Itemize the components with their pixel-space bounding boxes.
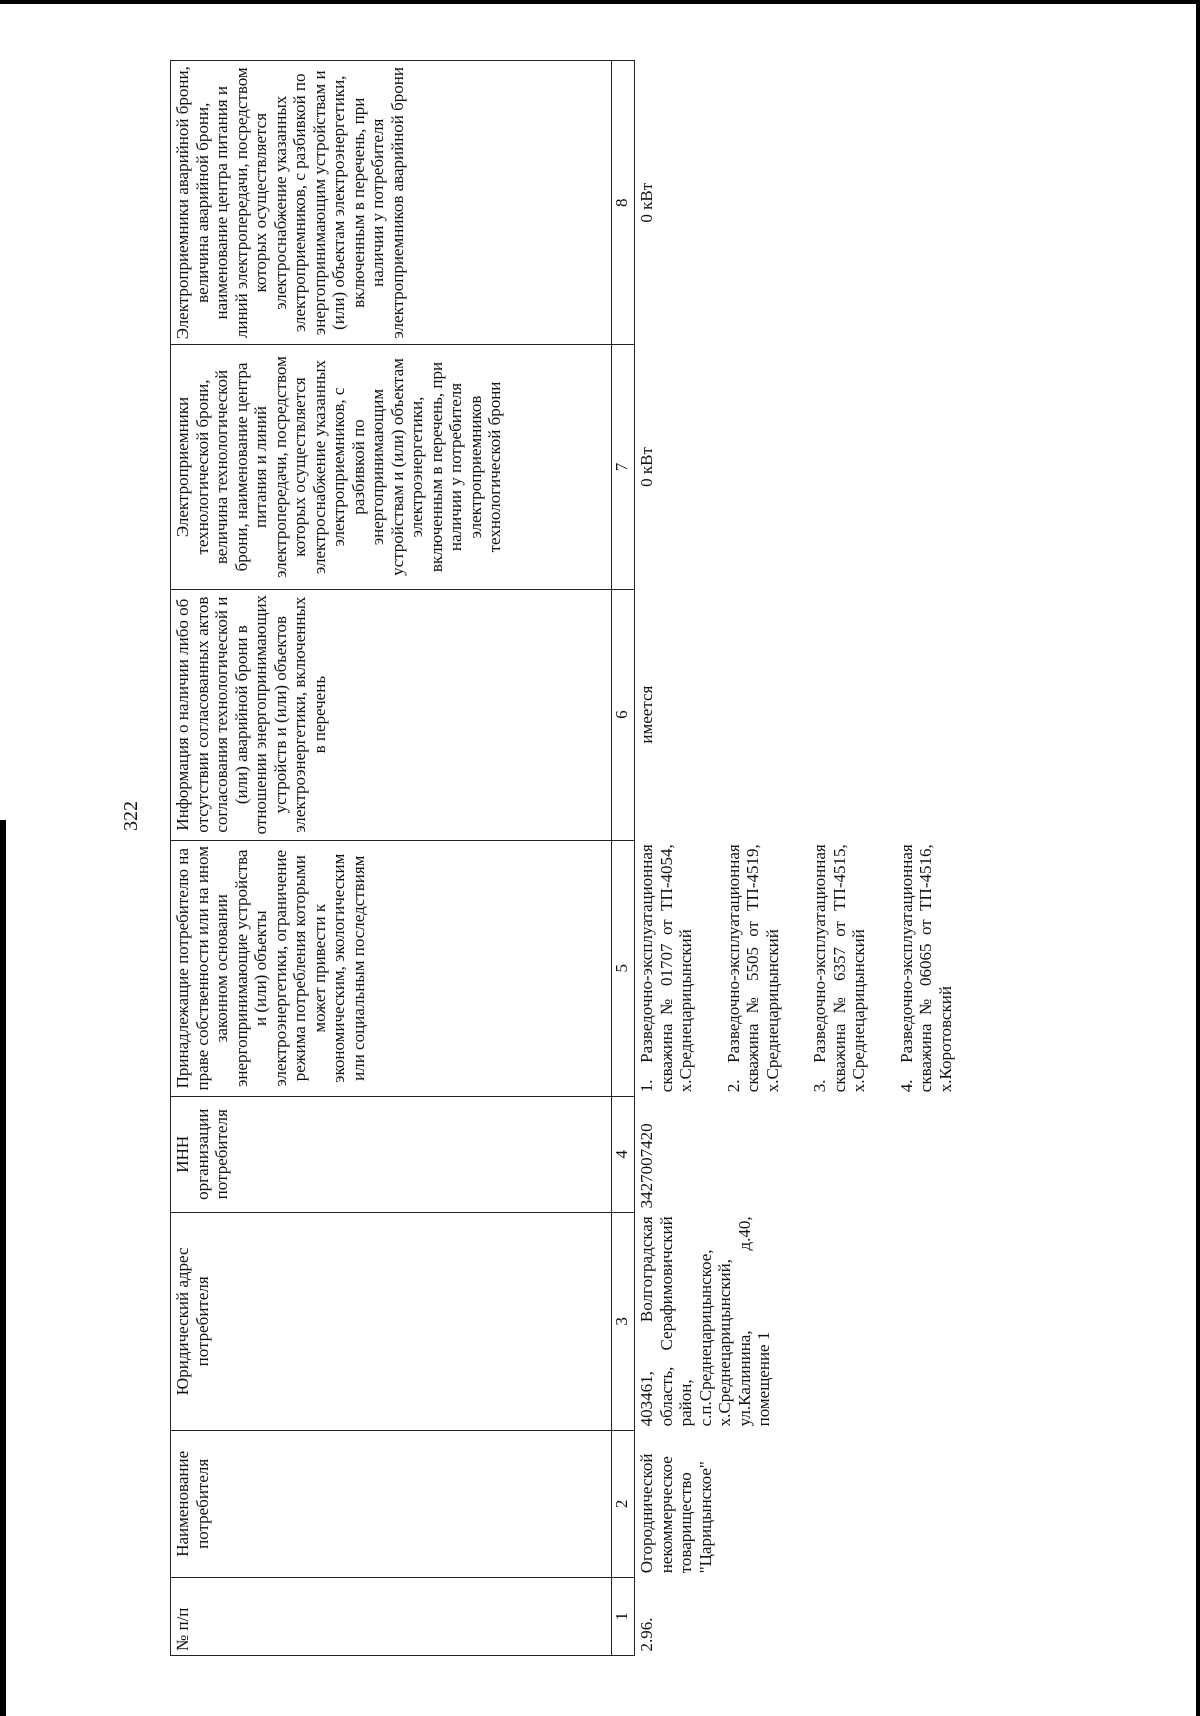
column-number: 2 <box>612 1430 635 1577</box>
row-number: 2.96. <box>637 1617 656 1652</box>
scan-edge-right <box>1196 0 1200 1716</box>
scan-edge-top <box>0 0 1200 4</box>
object-item: 2. Разведочно-эксплуатационная скважина № 5505 от ТП-4519, х.Среднецарицынский <box>723 844 782 1093</box>
column-number-row <box>612 61 635 1656</box>
scan-edge-left <box>0 820 6 1716</box>
column-number: 3 <box>612 1212 635 1430</box>
consumer-table <box>170 60 985 1656</box>
header-emergency-reserve: Электроприемники аварийной брони, величина аварийной брони, наименование центра питания и линий электропередачи, посредством которых осуществляется электроснабжение указанных электроприемников, с разбивкой по энергопринимающим устройствам и (или) объектам электроэнергетики, включенным в перечень, при наличии у потребителя электроприемников аварийной брони <box>171 61 612 345</box>
consumer-name: Огороднической некоммерческое товарищество "Царицынское" <box>637 1453 715 1574</box>
rotated-page-content <box>120 60 1110 1656</box>
consumer-inn: 3427007420 <box>637 1123 656 1209</box>
page-number: 322 <box>120 801 142 831</box>
table-row <box>635 61 986 1656</box>
column-number: 1 <box>612 1577 635 1655</box>
emergency-reserve-value: 0 кВт <box>637 182 656 223</box>
column-number: 4 <box>612 1096 635 1212</box>
object-item: 3. Разведочно-эксплуатационная скважина № 6357 от ТП-4515, х.Среднецарицынский <box>810 844 868 1093</box>
consumer-address: 403461, Волгоградская область, Серафимовичский район, с.п.Среднецарицынское, х.Среднецарицынский, ул.Калинина, д.40, помещение 1 <box>637 1216 773 1427</box>
header-objects: Принадлежащие потребителю на праве собственности или на ином законном основании энергопринимающие устройства и (или) объекты электроэнергетики, ограничение режима потребления которыми может привести к экономическим, экологическим или социальным последствиям <box>171 840 612 1096</box>
header-name: Наименование потребителя <box>171 1430 612 1577</box>
header-row <box>171 61 612 1656</box>
object-item: 1. Разведочно-эксплуатационная скважина № 01707 от ТП-4054, х.Среднецарицынский <box>637 844 695 1093</box>
column-number: 7 <box>612 345 635 589</box>
object-item: 4. Разведочно-эксплуатационная скважина № 06065 от ТП-4516, х.Коротовский <box>896 844 955 1093</box>
column-number: 8 <box>612 61 635 345</box>
header-address: Юридический адрес потребителя <box>171 1212 612 1430</box>
column-number: 6 <box>612 589 635 840</box>
tech-reserve-value: 0 кВт <box>637 447 656 487</box>
header-num: № п/п <box>171 1577 612 1655</box>
acts-status: имеется <box>637 685 656 744</box>
header-tech-reserve: Электроприемники технологической брони, величина технологической брони, наименование центра питания и линий электропередачи, посредством которых осуществляется электроснабжение указанных электроприемников, с разбивкой по энергопринимающим устройствам и (или) объектам электроэнергетики, включенным в перечень, при наличии у потребителя электроприемников технологической брони <box>171 345 612 589</box>
consumer-objects <box>635 840 986 1096</box>
column-number: 5 <box>612 840 635 1096</box>
header-acts: Информация о наличии либо об отсутствии согласованных актов согласования технологической и (или) аварийной брони в отношении энергопринимающих устройств и (или) объектов электроэнергетики, включенных в перечень <box>171 589 612 840</box>
header-inn: ИНН организации потребителя <box>171 1096 612 1212</box>
